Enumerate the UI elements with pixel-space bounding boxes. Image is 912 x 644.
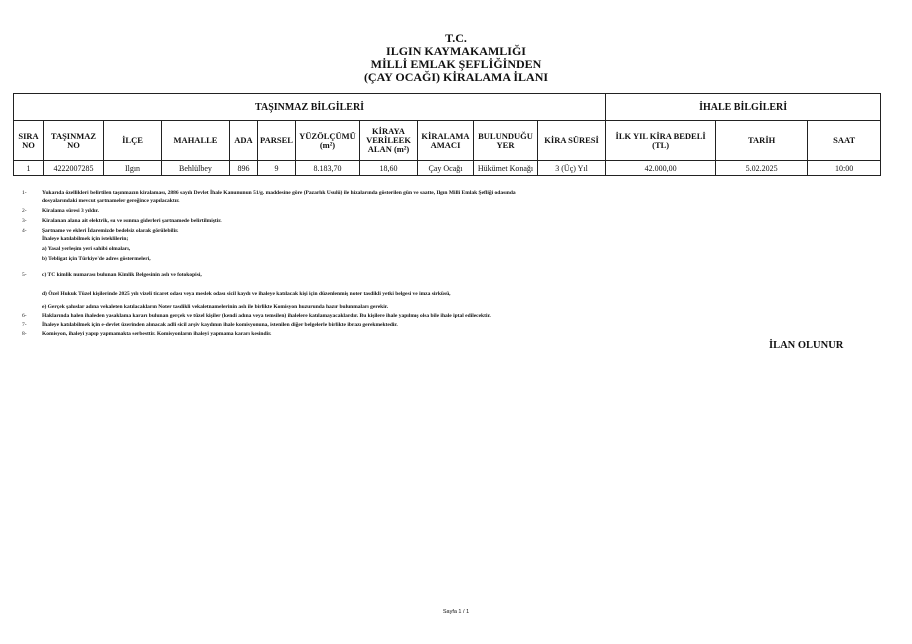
cell-mahalle: Behlülbey bbox=[162, 161, 230, 176]
term-text: Haklarında halen ihaleden yasaklama kararı bulunan gerçek ve tüzel kişiler (kendi adına veya temsilen) ihalelere katılamayacaklardır. Bu kişilere ihale yapılmış olsa bile ihale iptal edilecektir. bbox=[42, 313, 491, 319]
header-ilan-title: (ÇAY OCAĞI) KİRALAMA İLANI bbox=[363, 70, 549, 84]
cell-tarih: 5.02.2025 bbox=[716, 161, 808, 176]
term-number: 6- bbox=[22, 313, 27, 319]
term-text: b) Tebligat için Türkiye'de adres göstermeleri, bbox=[42, 256, 151, 262]
document-header bbox=[0, 32, 912, 84]
col-tarih: TARİH bbox=[716, 121, 808, 161]
term-text: Yukarıda özellikleri belirtilen taşınmazın kiralaması, 2886 sayılı Devlet İhale Kanununun 51/g. maddesine göre (Pazarlık Usulü) ile hizalarında gösterilen gün ve saatte, Ilgın Milli Emlak Şefliği odasında bbox=[42, 190, 516, 196]
col-sira-no: SIRA NO bbox=[14, 121, 44, 161]
col-ilce: İLÇE bbox=[104, 121, 162, 161]
term-text: Şartname ve ekleri İdaremizde bedelsiz olarak görülebilir. bbox=[42, 228, 179, 234]
col-bulundugu-yer: BULUNDUĞU YER bbox=[474, 121, 538, 161]
header-kaymakamlik: ILGIN KAYMAKAMLIĞI bbox=[386, 44, 526, 58]
term-number: 8- bbox=[22, 331, 27, 337]
cell-parsel: 9 bbox=[258, 161, 296, 176]
col-saat: SAAT bbox=[808, 121, 881, 161]
cell-yuzolcumu: 8.183,70 bbox=[296, 161, 360, 176]
cell-ada: 896 bbox=[230, 161, 258, 176]
cell-sira-no: 1 bbox=[14, 161, 44, 176]
col-yuzolcumu: YÜZÖLÇÜMÜ (m²) bbox=[296, 121, 360, 161]
term-text: İhaleye katılabilmek için e-devlet üzerinden alınacak adli sicil arşiv kaydının ihale komisyonuna, istenilen diğer belgelerle birlikte ibrazı gerekmektedir. bbox=[42, 322, 398, 328]
col-kiralama-amaci: KİRALAMA AMACI bbox=[418, 121, 474, 161]
col-mahalle: MAHALLE bbox=[162, 121, 230, 161]
term-number: 3- bbox=[22, 218, 27, 224]
term-number: 5- bbox=[22, 272, 27, 278]
col-parsel: PARSEL bbox=[258, 121, 296, 161]
col-tasinmaz-no: TAŞINMAZ NO bbox=[44, 121, 104, 161]
cell-kiralama-amaci: Çay Ocağı bbox=[418, 161, 474, 176]
term-text: a) Yasal yerleşim yeri sahibi olmaları, bbox=[42, 246, 131, 252]
header-milli-emlak: MİLLİ EMLAK ŞEFLİĞİNDEN bbox=[370, 57, 542, 71]
term-text: e) Gerçek şahıslar adına vekaleten katılacakların Noter tasdikli vekaletnamelerinin aslı ile birlikte Komisyon huzurunda hazır bulunmaları gerekir. bbox=[42, 304, 389, 310]
ilan-olunur: İLAN OLUNUR bbox=[769, 340, 844, 351]
term-text: Komisyon, ihaleyi yapıp yapmamakta serbesttir. Komisyonların ihaleyi yapmama kararı kesindir. bbox=[42, 331, 272, 337]
col-kira-suresi: KİRA SÜRESİ bbox=[538, 121, 606, 161]
term-number: 4- bbox=[22, 228, 27, 234]
term-text: c) TC kimlik numarası bulunan Kimlik Belgesinin aslı ve fotokopisi, bbox=[42, 272, 202, 278]
col-ada: ADA bbox=[230, 121, 258, 161]
cell-saat: 10:00 bbox=[808, 161, 881, 176]
term-text: dosyalarındaki mevcut şartnameler gereğince yapılacaktır. bbox=[42, 198, 180, 204]
section-auction-title: İHALE BİLGİLERİ bbox=[606, 94, 881, 121]
cell-ilce: Ilgın bbox=[104, 161, 162, 176]
auction-table bbox=[13, 93, 881, 176]
term-number: 1- bbox=[22, 190, 27, 196]
term-text: İhaleye katılabilmek için isteklilerin; bbox=[42, 236, 129, 242]
term-number: 2- bbox=[22, 208, 27, 214]
header-tc: T.C. bbox=[445, 31, 467, 45]
cell-ilk-yil-kira-bedeli: 42.000,00 bbox=[606, 161, 716, 176]
term-text: d) Özel Hukuk Tüzel kişilerinde 2025 yılı vizeli ticaret odası veya meslek odası sicil kaydı ve ihaleye katılacak kişi için düzenlenmiş noter tasdikli yetki belgesi ve imza sirküsü, bbox=[42, 291, 451, 297]
cell-kiraya-verilecek-alan: 18,60 bbox=[360, 161, 418, 176]
cell-bulundugu-yer: Hükümet Konağı bbox=[474, 161, 538, 176]
term-text: Kiralanan alana ait elektrik, su ve ısınma giderleri şartnamede belirtilmiştir. bbox=[42, 218, 222, 224]
term-number: 7- bbox=[22, 322, 27, 328]
col-kiraya-verilecek-alan: KİRAYA VERİLEEK ALAN (m²) bbox=[360, 121, 418, 161]
cell-tasinmaz-no: 4222007285 bbox=[44, 161, 104, 176]
table-row bbox=[14, 161, 881, 176]
col-ilk-yil-kira-bedeli: İLK YIL KİRA BEDELİ (TL) bbox=[606, 121, 716, 161]
section-property-title: TAŞINMAZ BİLGİLERİ bbox=[14, 94, 606, 121]
page-number: Sayfa 1 / 1 bbox=[442, 609, 470, 615]
term-text: Kiralama süresi 3 yıldır. bbox=[42, 208, 99, 214]
cell-kira-suresi: 3 (Üç) Yıl bbox=[538, 161, 606, 176]
